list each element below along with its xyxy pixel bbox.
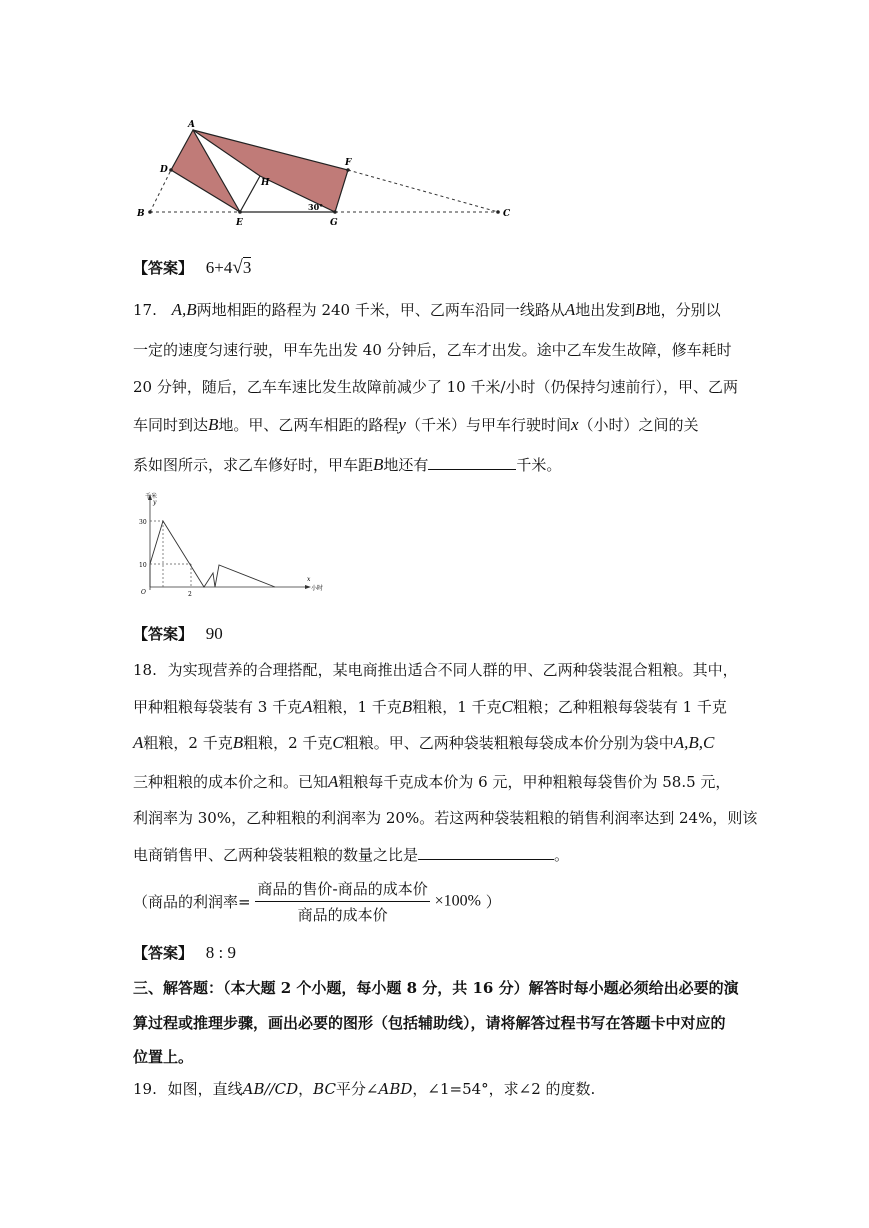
q17-line-1: 17. A,B两地相距的路程为 240 千米，甲、乙两车沿同一线路从A地出发到B地，分别以 — [133, 300, 721, 319]
label-D: D — [160, 165, 168, 175]
label-A: A — [188, 120, 195, 130]
label-B: B — [137, 209, 145, 219]
graph-y-var: y — [153, 499, 157, 506]
q17-line-5: 系如图所示，求乙车修好时，甲车距B地还有 千米。 — [133, 455, 562, 474]
label-F: F — [345, 158, 352, 168]
label-G: G — [330, 218, 338, 228]
q18-answer-value: 8 : 9 — [205, 943, 237, 962]
q18-line-5: 利润率为 30%，乙种粗粮的利润率为 20%。若这两种袋装粗粮的销售利润率达到 24%，则该 — [133, 809, 758, 827]
label-E: E — [236, 218, 243, 228]
q18-answer-blank — [418, 843, 554, 860]
q16-answer — [133, 258, 251, 278]
q18-line-6: 电商销售甲、乙两种袋装粗粮的数量之比是 。 — [133, 843, 569, 865]
graph-tick-2: 2 — [188, 591, 192, 598]
section3-line-1: 三、解答题：（本大题 2 个小题，每小题 8 分，共 16 分）解答时每小题必须给出必要的演 — [133, 979, 739, 997]
q17-line-2: 一定的速度匀速行驶，甲车先出发 40 分钟后，乙车才出发。途中乙车发生故障，修车耗时 — [133, 341, 732, 359]
graph-x-var: x — [307, 576, 311, 583]
q18-answer: 【答案】 8 : 9 — [133, 943, 237, 962]
graph-origin: O — [141, 589, 146, 596]
triangle-figure — [130, 118, 520, 233]
q18-line-4: 三种粗粮的成本价之和。已知A粗粮每千克成本价为 6 元，甲种粗粮每袋售价为 58.5 元， — [133, 772, 731, 791]
q17-answer-value: 90 — [205, 624, 223, 643]
distance-time-graph — [135, 490, 335, 602]
profit-rate-formula: （商品的利润率= $\frac{\text{商品的售价-商品的成本价}}{\text{商品的成本价}}$ ×100% ） — [133, 880, 501, 924]
label-C: C — [503, 209, 511, 219]
q17-line-3: 20 分钟，随后，乙车车速比发生故障前减少了 10 千米/小时（仍保持匀速前行），甲、乙两 — [133, 378, 739, 396]
section3-line-2: 算过程或推理步骤，画出必要的图形（包括辅助线），请将解答过程书写在答题卡中对应的 — [133, 1014, 726, 1032]
q17-answer: 【答案】 90 — [133, 624, 223, 643]
section3-line-3: 位置上。 — [133, 1048, 194, 1066]
formula-numerator: 商品的售价-商品的成本价 — [255, 878, 429, 902]
graph-tick-10: 10 — [139, 562, 147, 569]
label-angle-30: 30° — [308, 202, 324, 212]
q18-line-3: A粗粮，2 千克B粗粮，2 千克C粗粮。甲、乙两种袋装粗粮每袋成本价分别为袋中A,B,C — [133, 733, 715, 752]
formula-denominator: 商品的成本价 — [297, 906, 388, 924]
q16-answer-value: 6+4√3 — [205, 257, 252, 278]
q18-line-2: 甲种粗粮每袋装有 3 千克A粗粮，1 千克B粗粮，1 千克C粗粮；乙种粗粮每袋装有 1 千克 — [133, 697, 727, 716]
graph-tick-30: 30 — [139, 519, 147, 526]
q17-line-4: 车同时到达B地。甲、乙两车相距的路程y（千米）与甲车行驶时间x（小时）之间的关 — [133, 415, 699, 434]
graph-y-unit: 千米 — [145, 493, 158, 500]
answer-tag: 【答案】 — [133, 259, 194, 277]
label-H: H — [261, 178, 270, 188]
q19-line: 19. 如图，直线AB//CD，BC平分∠ABD，∠1=54°，求∠2 的度数. — [133, 1080, 596, 1098]
q18-line-1: 18. 为实现营养的合理搭配，某电商推出适合不同人群的甲、乙两种袋装混合粗粮。其中， — [133, 661, 738, 679]
q17-answer-blank — [428, 453, 516, 470]
graph-x-unit: 小时 — [311, 585, 324, 592]
